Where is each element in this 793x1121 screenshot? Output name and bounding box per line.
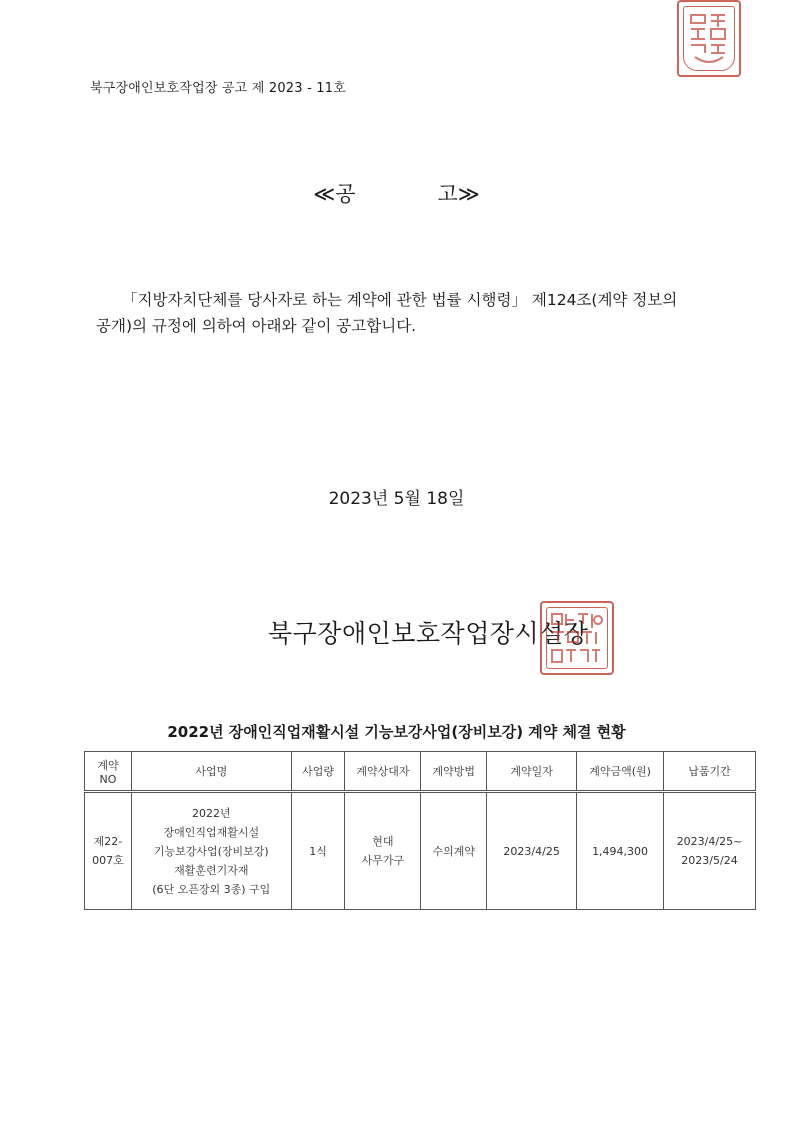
document-title: [0, 178, 793, 208]
table-title: 2022년 장애인직업재활시설 기능보강사업(장비보강) 계약 체결 현황: [167, 723, 626, 741]
header-method: 계약방법: [421, 752, 487, 792]
header-contract-date: 계약일자: [487, 752, 577, 792]
header-contract-no: [85, 752, 132, 792]
cell-project-name: [131, 792, 291, 910]
cell-contract-no-line2: 007호: [92, 854, 124, 867]
cell-method: 수의계약: [421, 792, 487, 910]
cell-project-name-line4: 재활훈련기자재: [174, 863, 249, 877]
header-contract-no-line1: 계약: [97, 758, 119, 772]
cell-delivery: [664, 792, 756, 910]
cell-quantity: 1식: [291, 792, 345, 910]
cell-counterparty-line1: 현대: [372, 835, 394, 848]
cell-project-name-line1: 2022년: [191, 806, 231, 820]
notice-number: 북구장애인보호작업장 공고 제 2023 - 11호: [90, 81, 346, 96]
contract-table: [84, 751, 756, 910]
table-row: [85, 792, 756, 910]
document-title-part2: 고≫: [437, 182, 480, 206]
cell-project-name-line5: (6단 오픈장외 3종) 구입: [152, 882, 271, 896]
header-contract-no-line2: NO: [99, 772, 117, 786]
cell-delivery-line2: 2023/5/24: [681, 854, 738, 867]
cell-project-name-line2: 장애인직업재활시설: [163, 825, 260, 839]
cell-contract-date: 2023/4/25: [487, 792, 577, 910]
cell-amount: 1,494,300: [577, 792, 664, 910]
cell-project-name-line3: 기능보강사업(장비보강): [153, 844, 269, 858]
notice-body-line1: 「지방자치단체를 당사자로 하는 계약에 관한 법률 시행령」 제124조(계약 정보의: [122, 291, 678, 309]
official-seal-top: [677, 0, 741, 77]
organization-seal-inner: [546, 607, 608, 669]
header-project-name: 사업명: [131, 752, 291, 792]
header-counterparty: 계약상대자: [345, 752, 421, 792]
cell-contract-no: [85, 792, 132, 910]
cell-contract-no-line1: 제22-: [93, 835, 123, 848]
header-amount: 계약금액(원): [577, 752, 664, 792]
cell-delivery-line1: 2023/4/25~: [676, 835, 743, 848]
notice-body: [96, 287, 732, 339]
organization-seal: [540, 601, 614, 675]
table-header-row: [85, 752, 756, 792]
cell-counterparty-line2: 사무가구: [361, 854, 405, 867]
header-quantity: 사업량: [291, 752, 345, 792]
seal-pattern-icon: [685, 9, 733, 69]
header-delivery: 납품기간: [664, 752, 756, 792]
notice-date: 2023년 5월 18일: [328, 489, 465, 509]
document-title-part1: ≪공: [313, 182, 356, 206]
official-seal-top-inner: [683, 6, 735, 71]
cell-counterparty: [345, 792, 421, 910]
organization-name: 북구장애인보호작업장시설장: [268, 619, 589, 648]
notice-body-line2: 공개)의 규정에 의하여 아래와 같이 공고합니다.: [96, 317, 417, 335]
seal-pattern-icon: [548, 610, 606, 668]
